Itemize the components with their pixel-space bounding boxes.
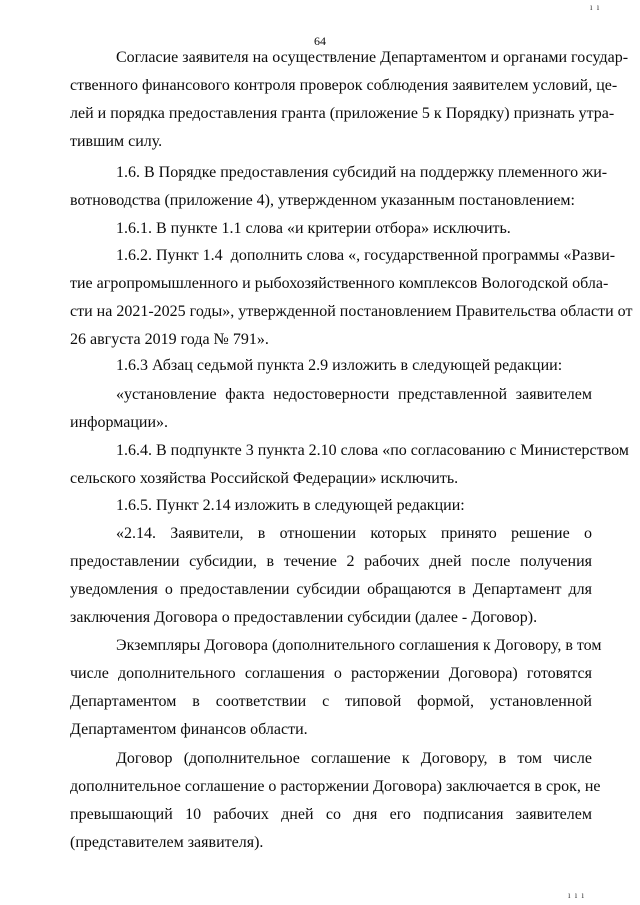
text-line: 26 августа 2019 года № 791». xyxy=(70,331,269,348)
text-line: лей и порядка предоставления гранта (приложение 5 к Порядку) признать утра- xyxy=(70,105,615,122)
text-line: заключения Договора о предоставлении субсидии (далее - Договор). xyxy=(70,609,538,626)
text-line: 1.6.5. Пункт 2.14 изложить в следующей редакции: xyxy=(116,497,465,514)
text-line: тившим силу. xyxy=(70,133,163,150)
text-line: Департаментом финансов области. xyxy=(70,721,308,738)
text-line: числе дополнительного соглашения о расторжении Договора) готовятся xyxy=(70,665,592,682)
text-line: Экземпляры Договора (дополнительного соглашения к Договору, в том xyxy=(116,637,602,654)
scan-mark-bottom-right: ı ı ı xyxy=(568,890,586,900)
text-line: Согласие заявителя на осуществление Департаментом и органами государ- xyxy=(116,49,629,66)
text-line: вотноводства (приложение 4), утвержденном указанным постановлением: xyxy=(70,192,575,209)
text-line: превышающий 10 рабочих дней со дня его подписания заявителем xyxy=(70,806,592,823)
text-line: дополнительное соглашение о расторжении Договора) заключается в срок, не xyxy=(70,778,601,795)
text-line: ственного финансового контроля проверок соблюдения заявителем условий, це- xyxy=(70,77,618,94)
text-line: 1.6.1. В пункте 1.1 слова «и критерии отбора» исключить. xyxy=(116,220,511,237)
text-line: «установление факта недостоверности представленной заявителем xyxy=(116,386,592,403)
text-line: Департаментом в соответствии с типовой формой, установленной xyxy=(70,693,592,710)
text-line: (представителем заявителя). xyxy=(70,834,264,851)
text-line: Договор (дополнительное соглашение к Договору, в том числе xyxy=(116,750,592,767)
text-line: 1.6.3 Абзац седьмой пункта 2.9 изложить в следующей редакции: xyxy=(116,357,563,374)
text-line: информации». xyxy=(70,414,169,431)
text-line: уведомления о предоставлении субсидии обращаются в Департамент для xyxy=(70,581,592,598)
page-number: 64 xyxy=(314,34,326,48)
text-line: «2.14. Заявители, в отношении которых принято решение о xyxy=(116,525,592,542)
text-line: 1.6.2. Пункт 1.4 дополнить слова «, государственной программы «Разви- xyxy=(116,247,616,264)
text-line: 1.6.4. В подпункте 3 пункта 2.10 слова «по согласованию с Министерством xyxy=(116,442,629,459)
text-line: предоставлении субсидии, в течение 2 рабочих дней после получения xyxy=(70,553,592,570)
text-line: сти на 2021-2025 годы», утвержденной постановлением Правительства области от xyxy=(70,303,633,320)
scan-mark-top-right: ı ı xyxy=(590,2,601,12)
text-line: 1.6. В Порядке предоставления субсидий на поддержку племенного жи- xyxy=(116,164,608,181)
text-line: сельского хозяйства Российской Федерации» исключить. xyxy=(70,470,459,487)
text-line: тие агропромышленного и рыбохозяйственного комплексов Вологодской обла- xyxy=(70,275,609,292)
